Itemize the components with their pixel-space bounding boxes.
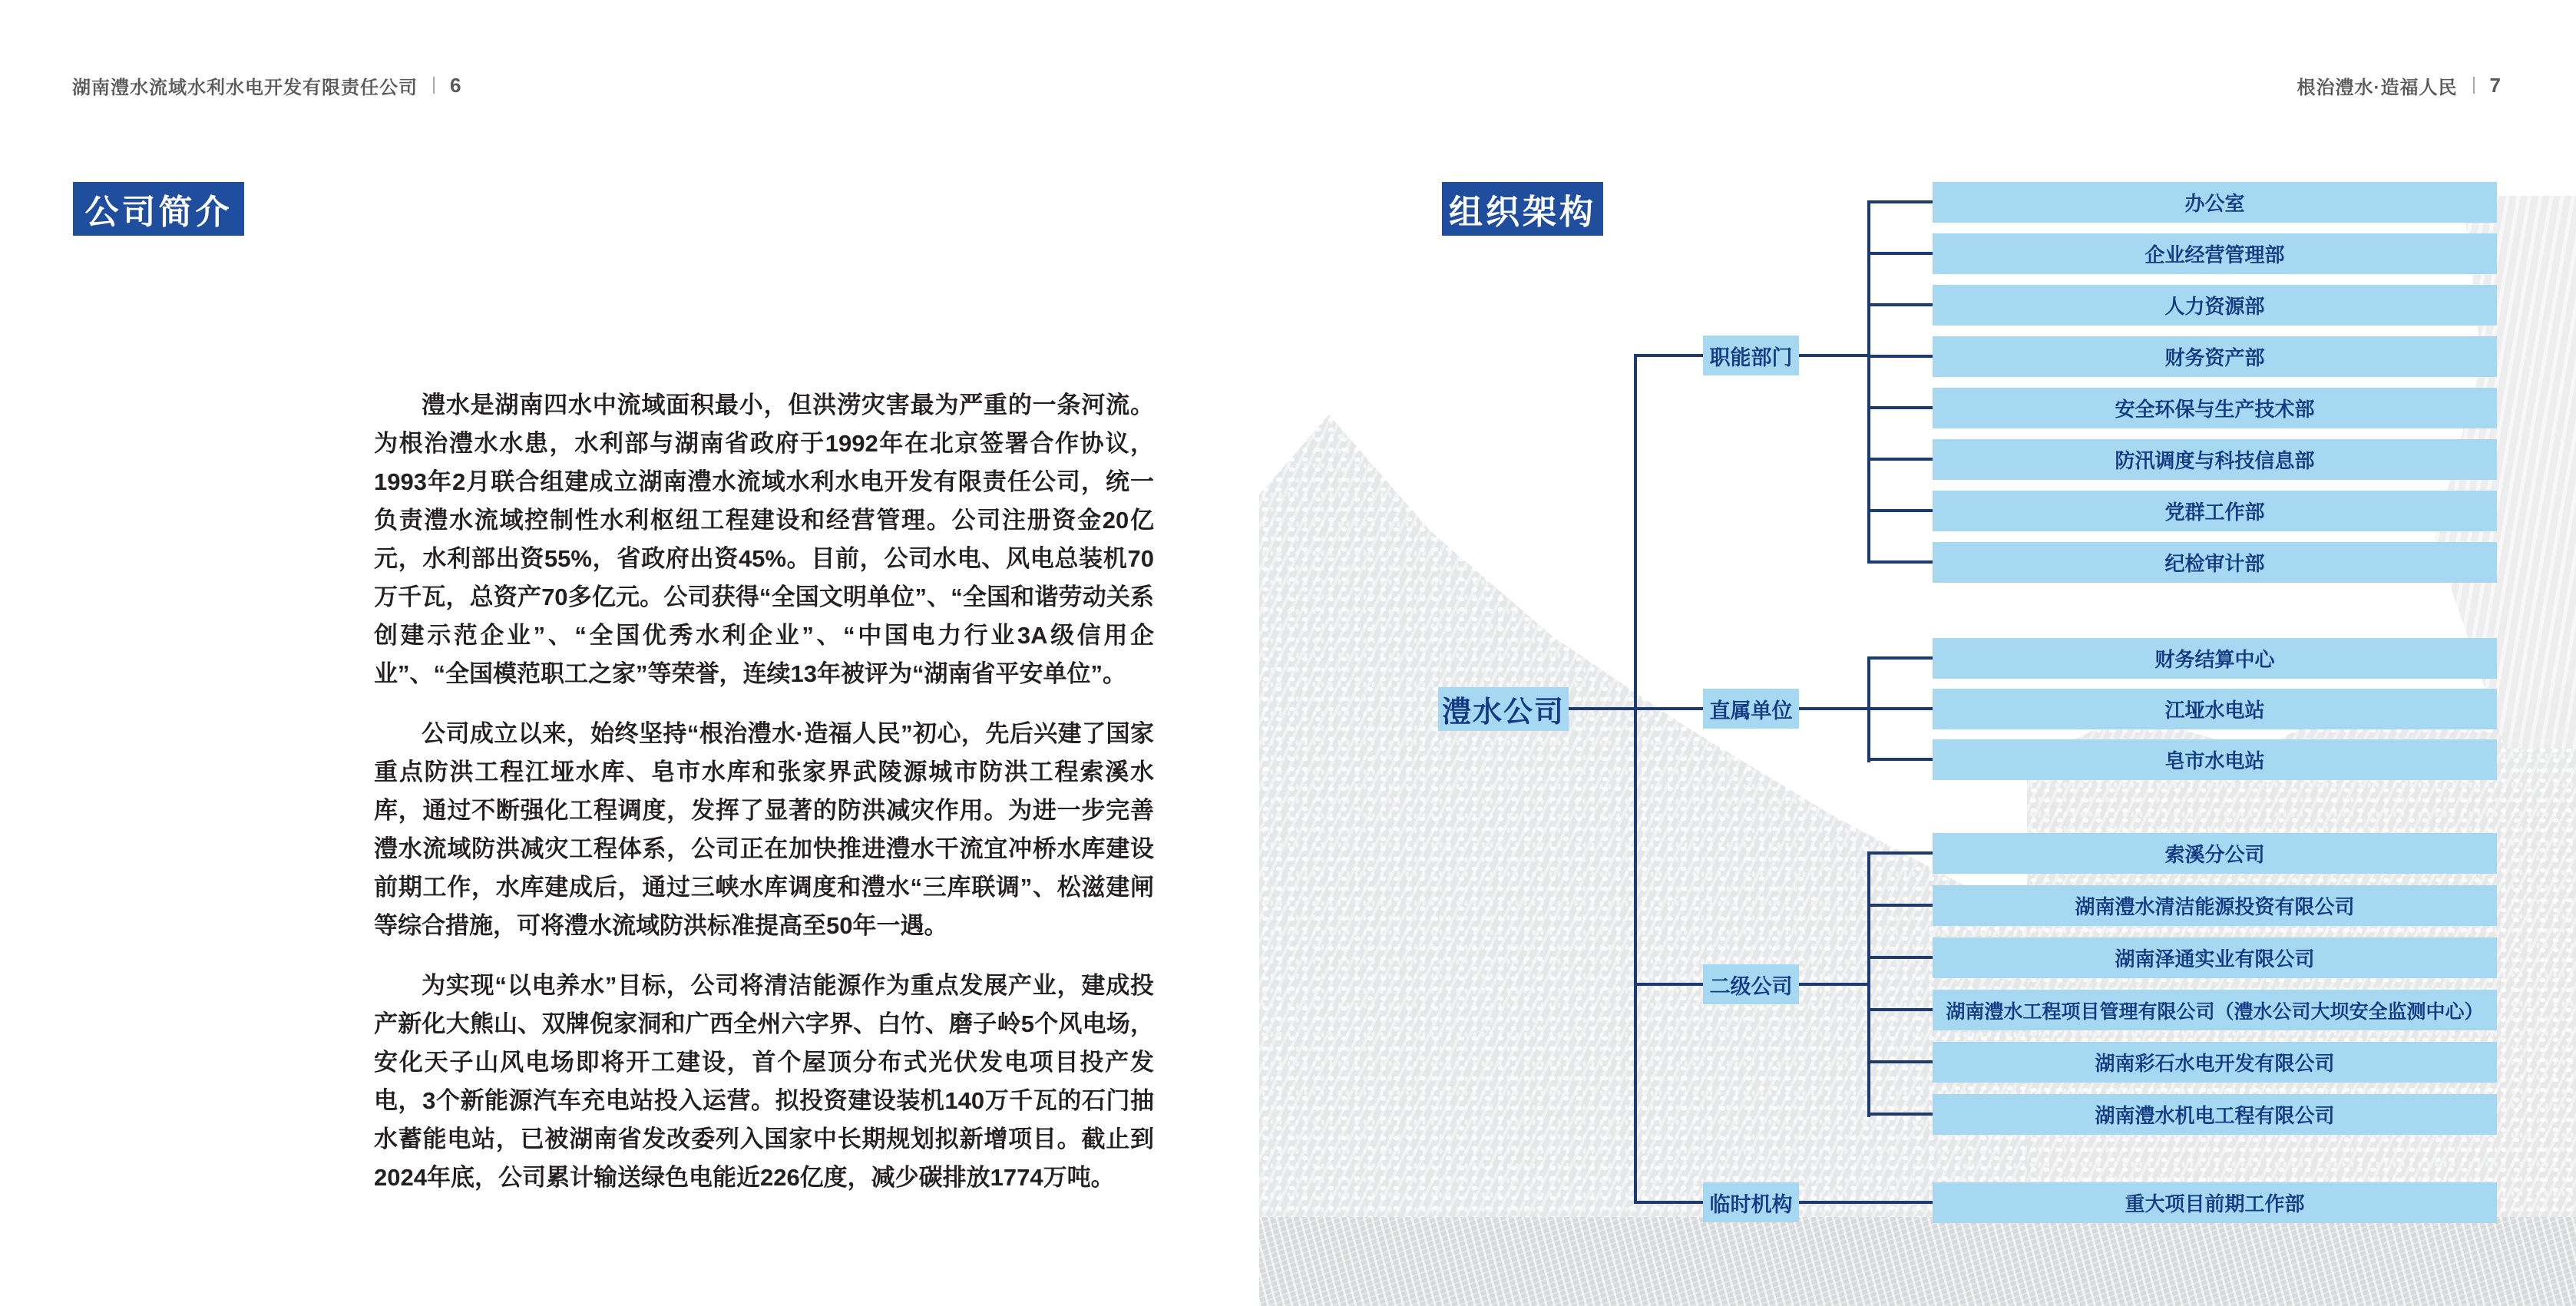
running-header-right	[2297, 73, 2502, 98]
org-child-node: 皂市水电站	[1933, 739, 2497, 780]
company-name: 湖南澧水流域水利水电开发有限责任公司	[72, 77, 418, 98]
org-connector-branch-link	[1799, 354, 1870, 357]
org-connector-root-link	[1569, 707, 1637, 710]
org-child-node: 企业经营管理部	[1933, 233, 2497, 274]
org-connector-stub	[1867, 851, 1933, 855]
org-connector-stub	[1867, 200, 1933, 203]
org-connector-stub	[1867, 1060, 1933, 1063]
slogan: 根治澧水·造福人民	[2297, 77, 2458, 98]
org-connector-stub	[1867, 758, 1933, 761]
org-connector-branch-link	[1634, 354, 1706, 357]
background-photo-mountain	[1259, 415, 2035, 1306]
org-child-node: 湖南彩石水电开发有限公司	[1933, 1042, 2497, 1083]
org-child-node: 纪检审计部	[1933, 542, 2497, 583]
org-child-node: 湖南澧水机电工程有限公司	[1933, 1094, 2497, 1135]
org-child-node: 财务结算中心	[1933, 638, 2497, 679]
org-connector-stub	[1867, 406, 1933, 409]
profile-paragraph: 公司成立以来，始终坚持“根治澧水·造福人民”初心，先后兴建了国家重点防洪工程江垭水库、皂市水库和张家界武陵源城市防洪工程索溪水库，通过不断强化工程调度，发挥了显著的防洪减灾作用。为进一步完善澧水流域防洪减灾工程体系，公司正在加快推进澧水干流宜冲桥水库建设前期工作，水库建成后，通过三峡水库调度和澧水“三库联调”、松滋建闸等综合措施，可将澧水流域防洪标准提高至50年一遇。	[374, 720, 1154, 939]
org-child-node: 党群工作部	[1933, 491, 2497, 531]
org-connector-branch-link	[1799, 1201, 1933, 1204]
org-child-node: 人力资源部	[1933, 285, 2497, 326]
org-child-node: 安全环保与生产技术部	[1933, 388, 2497, 428]
org-connector-stub	[1867, 904, 1933, 907]
org-connector-stub	[1867, 707, 1933, 710]
org-child-node: 财务资产部	[1933, 336, 2497, 377]
org-connector-branch-link	[1634, 983, 1706, 986]
org-connector-stub	[1867, 509, 1933, 512]
profile-paragraph: 澧水是湖南四水中流域面积最小，但洪涝灾害最为严重的一条河流。为根治澧水水患，水利部与湖南省政府于1992年在北京签署合作协议，1993年2月联合组建成立湖南澧水流域水利水电开发有限责任公司，统一负责澧水流域控制性水利枢纽工程建设和经营管理。公司注册资金20亿元，水利部出资55%，省政府出资45%。目前，公司水电、风电总装机70万千瓦，总资产70多亿元。公司获得“全国文明单位”、“全国和谐劳动关系创建示范企业”、“全国优秀水利企业”、“中国电力行业3A级信用企业”、“全国模范职工之家”等荣誉，连续13年被评为“湖南省平安单位”。	[374, 392, 1154, 687]
page-number-left: 6	[450, 73, 462, 97]
org-child-node: 索溪分公司	[1933, 833, 2497, 874]
background-photo-bottom-band	[1259, 1217, 2576, 1306]
org-connector-trunk	[1634, 354, 1637, 1204]
org-connector-branch-link	[1634, 707, 1706, 710]
company-profile-text	[374, 386, 1154, 1218]
org-connector-branch-link	[1634, 1201, 1706, 1204]
org-child-node: 防汛调度与科技信息部	[1933, 439, 2497, 480]
org-child-node: 办公室	[1933, 182, 2497, 223]
org-connector-stub	[1867, 303, 1933, 306]
org-connector-stub	[1867, 956, 1933, 959]
header-divider	[2473, 77, 2475, 94]
org-child-node: 江垭水电站	[1933, 689, 2497, 729]
section-title-company-profile: 公司简介	[73, 182, 244, 236]
org-child-node: 重大项目前期工作部	[1933, 1182, 2497, 1223]
header-divider	[433, 77, 435, 94]
org-branch-temp-orgs: 临时机构	[1703, 1182, 1799, 1222]
org-child-node: 湖南澧水工程项目管理有限公司（澧水公司大坝安全监测中心）	[1933, 990, 2497, 1030]
org-child-node: 湖南澧水清洁能源投资有限公司	[1933, 885, 2497, 926]
org-connector-stub	[1867, 458, 1933, 461]
org-connector-branch-link	[1799, 707, 1870, 710]
profile-paragraph: 为实现“以电养水”目标，公司将清洁能源作为重点发展产业，建成投产新化大熊山、双牌倪家洞和广西全州六字界、白竹、磨子岭5个风电场，安化天子山风电场即将开工建设，首个屋顶分布式光伏发电项目投产发电，3个新能源汽车充电站投入运营。拟投资建设装机140万千瓦的石门抽水蓄能电站，已被湖南省发改委列入国家中长期规划拟新增项目。截止到2024年底，公司累计输送绿色电能近226亿度，减少碳排放1774万吨。	[374, 972, 1154, 1191]
org-root-node: 澧水公司	[1438, 687, 1569, 731]
org-connector-stub	[1867, 252, 1933, 255]
org-branch-functional-depts: 职能部门	[1703, 336, 1799, 375]
org-connector-bus	[1867, 851, 1870, 1117]
org-branch-subsidiaries: 二级公司	[1703, 964, 1799, 1004]
org-connector-stub	[1867, 560, 1933, 564]
org-connector-stub	[1867, 1113, 1933, 1116]
org-connector-stub	[1867, 355, 1933, 358]
org-connector-branch-link	[1799, 983, 1870, 986]
section-title-org-structure: 组织架构	[1442, 182, 1603, 236]
org-child-node: 湖南泽通实业有限公司	[1933, 937, 2497, 978]
org-branch-direct-units: 直属单位	[1703, 689, 1799, 729]
running-header-left	[72, 73, 461, 98]
org-connector-stub	[1867, 1008, 1933, 1011]
page-number-right: 7	[2489, 73, 2502, 97]
org-connector-stub	[1867, 656, 1933, 660]
